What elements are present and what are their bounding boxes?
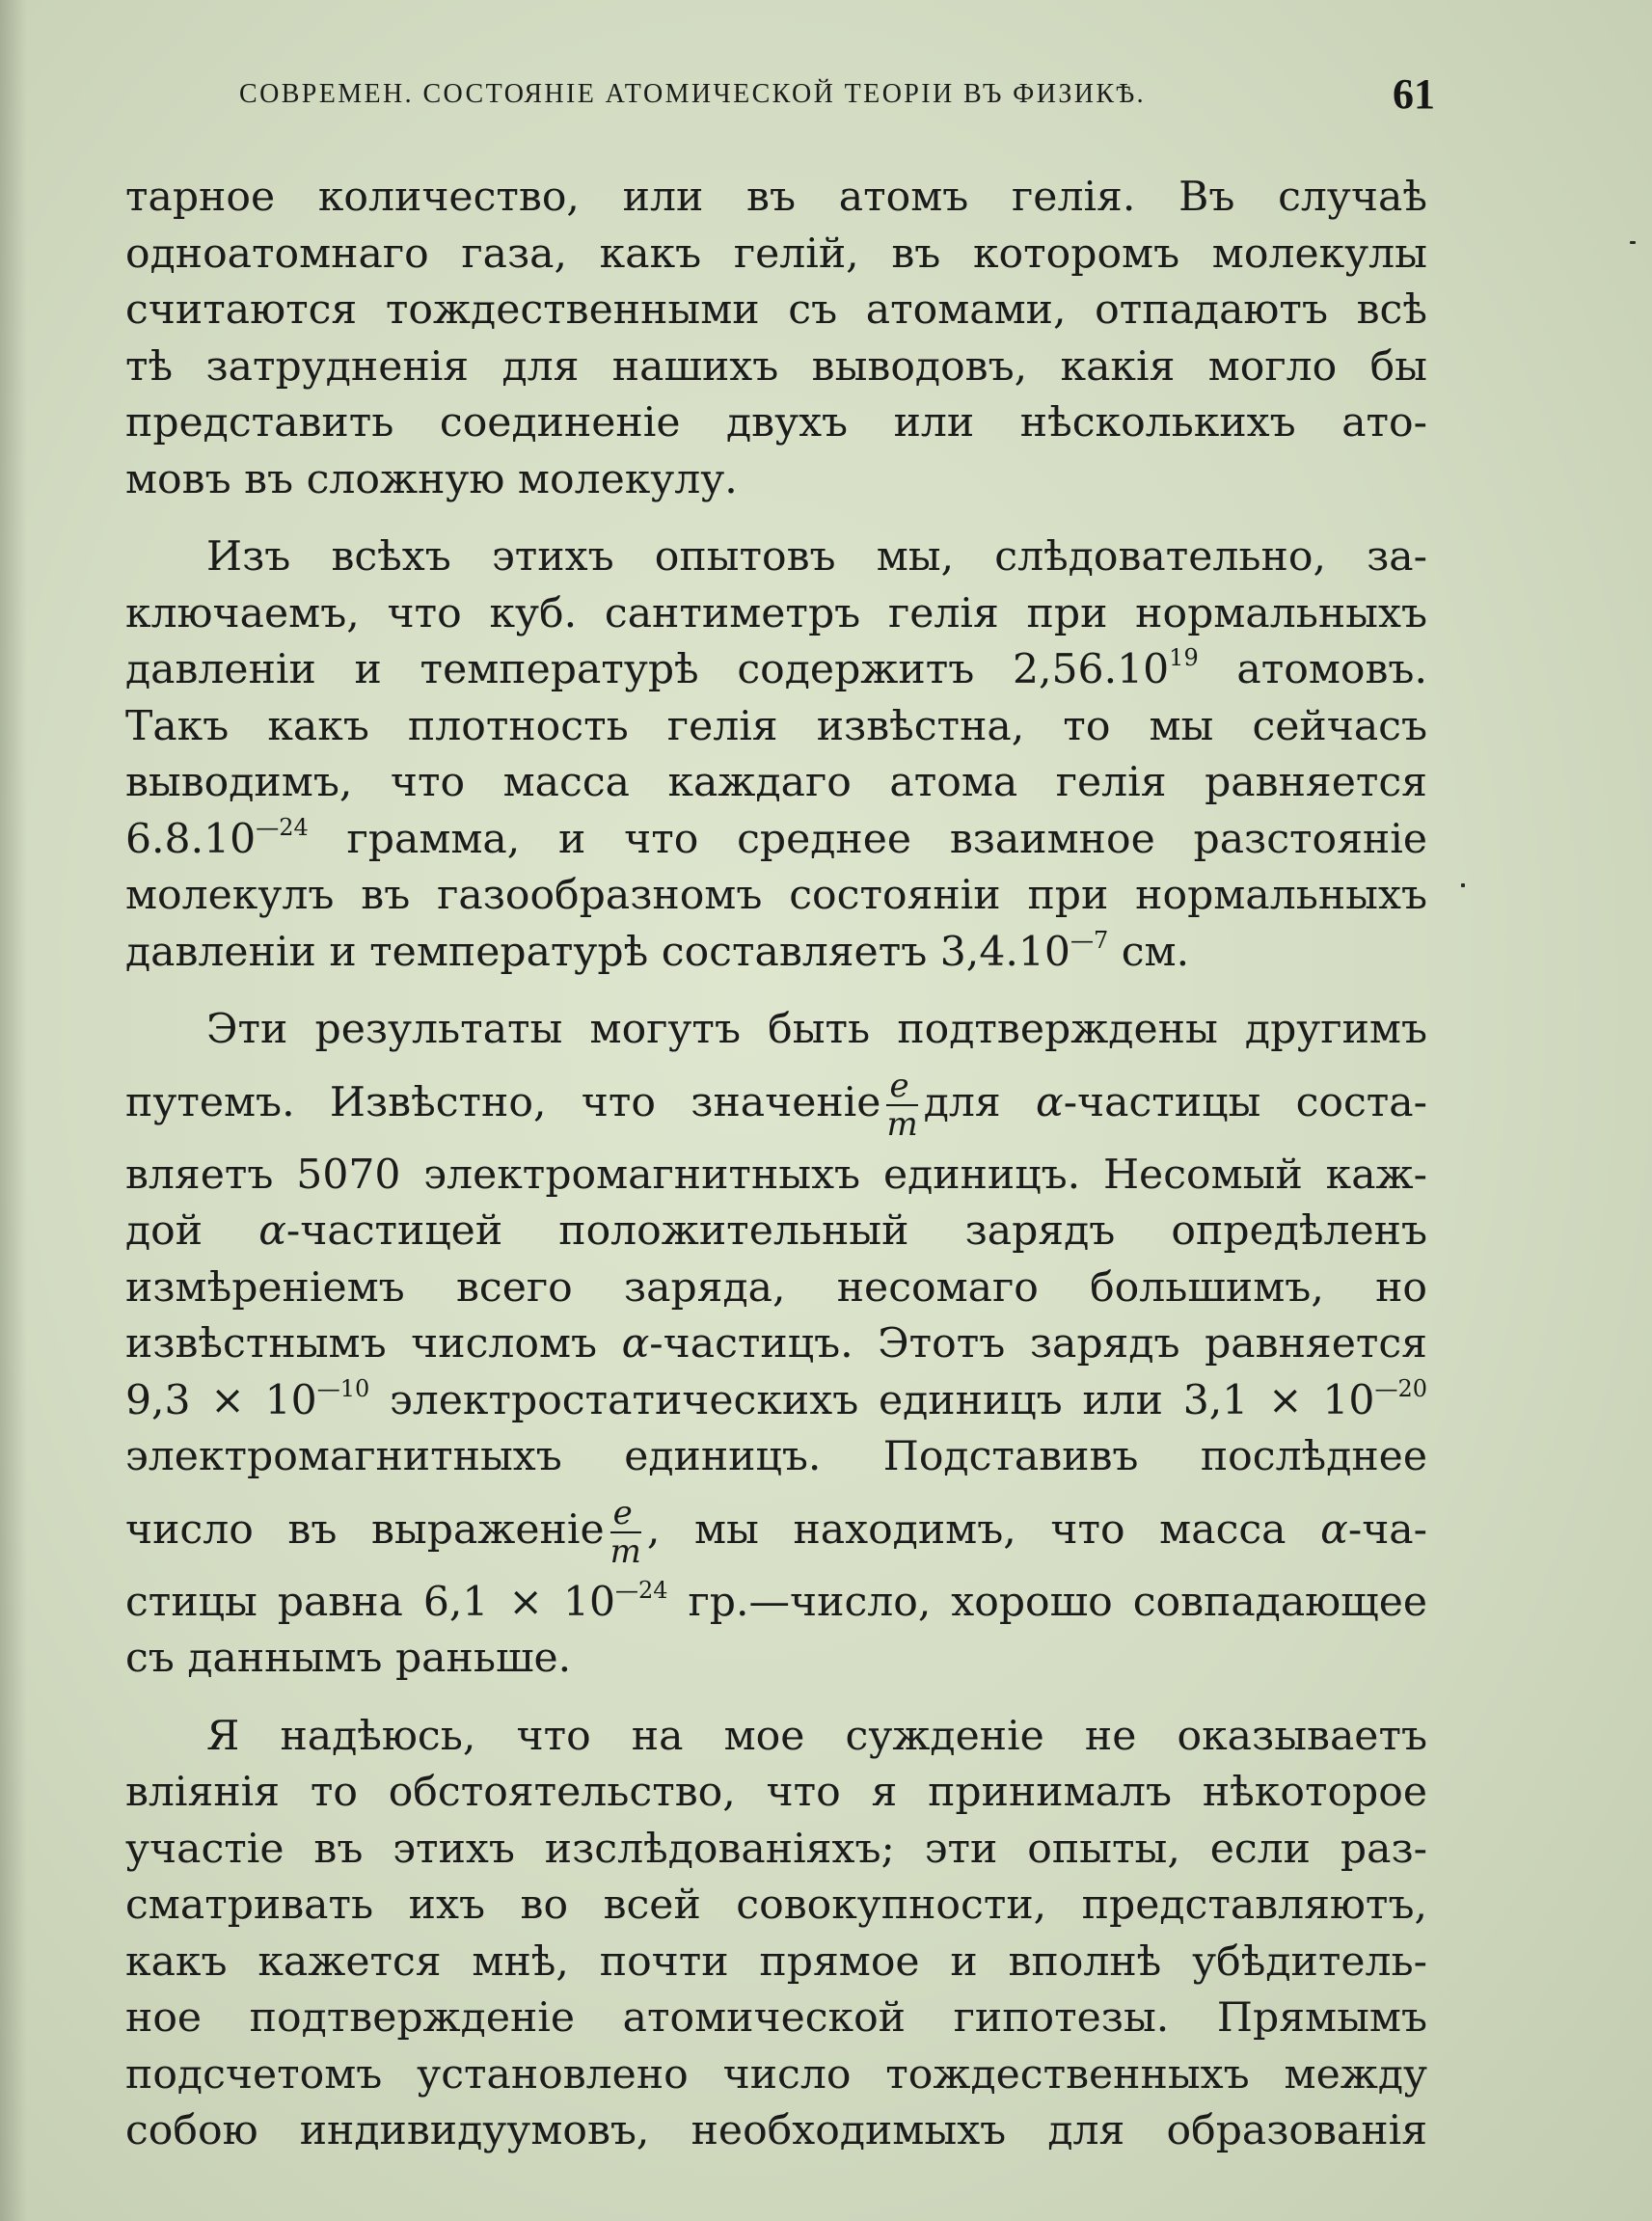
text-line: измѣреніемъ всего заряда, несомаго большимъ, но: [125, 1263, 1427, 1312]
text-segment: -частицей положительный зарядъ опредѣленъ: [285, 1207, 1428, 1255]
text-segment: число въ выраженіе: [125, 1505, 605, 1554]
text-line: мовъ въ сложную молекулу.: [125, 455, 738, 503]
text-segment: -частицъ. Этотъ зарядъ равняется: [649, 1320, 1427, 1368]
text-segment: извѣстнымъ числомъ: [125, 1320, 622, 1368]
text-line: [125, 1204, 1427, 1260]
ink-speck: [1630, 241, 1636, 244]
exponent: 19: [1169, 644, 1199, 671]
text-line: Я надѣюсь, что на мое сужденіе не оказываетъ: [206, 1712, 1427, 1760]
text-segment: давленіи и температурѣ составляетъ 3,4.10: [125, 928, 1070, 976]
text-line: тѣ затрудненія для нашихъ выводовъ, какія могло бы: [125, 342, 1427, 391]
text-line: выводимъ, что масса каждаго атома гелія равняется: [125, 759, 1427, 806]
text-line: [125, 642, 1427, 699]
e-over-m-fraction: [609, 1493, 641, 1571]
text-segment: гр.—число, хорошо совпадающее: [667, 1578, 1427, 1626]
fraction-numerator: e: [610, 1497, 641, 1533]
text-segment: электростатическихъ единицъ или 3,1 × 10: [369, 1376, 1375, 1424]
text-line: вляетъ 5070 электромагнитныхъ единицъ. Несомый каж-: [125, 1151, 1427, 1199]
text-segment: , мы находимъ, что масса: [646, 1505, 1321, 1554]
text-line: [125, 925, 1427, 982]
e-over-m-fraction: [886, 1066, 918, 1144]
text-line: тарное количество, или въ атомъ гелія. Въ случаѣ: [125, 174, 1427, 221]
text-segment: см.: [1108, 928, 1190, 976]
text-segment: для: [923, 1078, 1036, 1126]
text-segment: стицы равна 6,1 × 10: [125, 1578, 616, 1626]
exponent: —24: [256, 813, 309, 841]
alpha-symbol: α: [1035, 1078, 1064, 1126]
text-line: одноатомнаго газа, какъ гелій, въ которомъ молекулы: [125, 230, 1427, 278]
fraction-denominator: m: [609, 1531, 641, 1571]
text-line: [125, 1316, 1427, 1373]
text-line: [125, 1575, 1427, 1632]
text-line: представить соединеніе двухъ или нѣсколькихъ ато-: [125, 399, 1427, 447]
text-line: подсчетомъ установлено число тождественныхъ между: [125, 2050, 1427, 2099]
text-line: какъ кажется мнѣ, почти прямое и вполнѣ убѣдитель-: [125, 1937, 1427, 1986]
body-text: [125, 170, 1427, 2160]
paragraph-4: [125, 1709, 1427, 2160]
text-line: [125, 1373, 1427, 1430]
text-segment: давленіи и температурѣ содержитъ 2,56.10: [125, 646, 1170, 693]
paragraph-2: [125, 529, 1427, 981]
running-title: СОВРЕМЕН. СОСТОЯНІЕ АТОМИЧЕСКОЙ ТЕОРІИ ВЪ ФИЗИКѢ.: [239, 79, 1147, 109]
text-line: вліянія то обстоятельство, что я принималъ нѣкоторое: [125, 1769, 1427, 1816]
text-line: ное подтвержденіе атомической гипотезы. Прямымъ: [125, 1994, 1427, 2042]
text-line: Эти результаты могутъ быть подтверждены другимъ: [206, 1006, 1427, 1053]
text-line: сматривать ихъ во всей совокупности, представляютъ,: [125, 1882, 1427, 1929]
alpha-symbol: α: [621, 1320, 650, 1368]
exponent: —24: [615, 1576, 668, 1604]
text-line: считаются тождественными съ атомами, отпадаютъ всѣ: [125, 286, 1427, 334]
exponent: —20: [1374, 1374, 1427, 1402]
text-segment: путемъ. Извѣстно, что значеніе: [125, 1078, 881, 1126]
text-segment: 9,3 × 10: [125, 1376, 317, 1424]
text-line: участіе въ этихъ изслѣдованіяхъ; эти опыты, если раз-: [125, 1825, 1427, 1873]
text-segment: дой: [125, 1207, 259, 1255]
ink-speck: [1461, 883, 1465, 887]
text-line: ключаемъ, что куб. сантиметръ гелія при нормальныхъ: [125, 589, 1427, 637]
fraction-numerator: e: [886, 1070, 917, 1106]
exponent: —10: [316, 1374, 370, 1402]
text-segment: -частицы соста-: [1063, 1078, 1427, 1126]
text-line: [125, 812, 1427, 869]
text-segment: грамма, и что среднее взаимное разстояніе: [308, 815, 1427, 863]
text-line: молекулъ въ газообразномъ состояніи при нормальныхъ: [125, 872, 1427, 919]
text-line: [125, 1059, 1427, 1148]
page-number: 61: [1393, 70, 1435, 118]
fraction-denominator: m: [886, 1104, 918, 1144]
exponent: —7: [1070, 926, 1109, 954]
text-line: электромагнитныхъ единицъ. Подставивъ послѣднее: [125, 1433, 1427, 1480]
alpha-symbol: α: [258, 1207, 286, 1255]
text-line: съ даннымъ раньше.: [125, 1635, 572, 1682]
paragraph-3: [125, 1002, 1427, 1688]
text-segment: атомовъ.: [1198, 646, 1427, 693]
text-line: собою индивидуумовъ, необходимыхъ для образованія: [125, 2107, 1427, 2154]
paragraph-1: [125, 170, 1427, 508]
text-segment: 6.8.10: [125, 815, 257, 863]
text-line: Изъ всѣхъ этихъ опытовъ мы, слѣдовательно, за-: [206, 533, 1427, 581]
text-line: [125, 1486, 1427, 1575]
text-line: Такъ какъ плотность гелія извѣстна, то мы сейчасъ: [125, 702, 1427, 750]
alpha-symbol: α: [1320, 1505, 1348, 1554]
spine-shadow: [0, 0, 27, 2221]
text-segment: -ча-: [1347, 1505, 1427, 1554]
running-head: [239, 71, 1435, 125]
